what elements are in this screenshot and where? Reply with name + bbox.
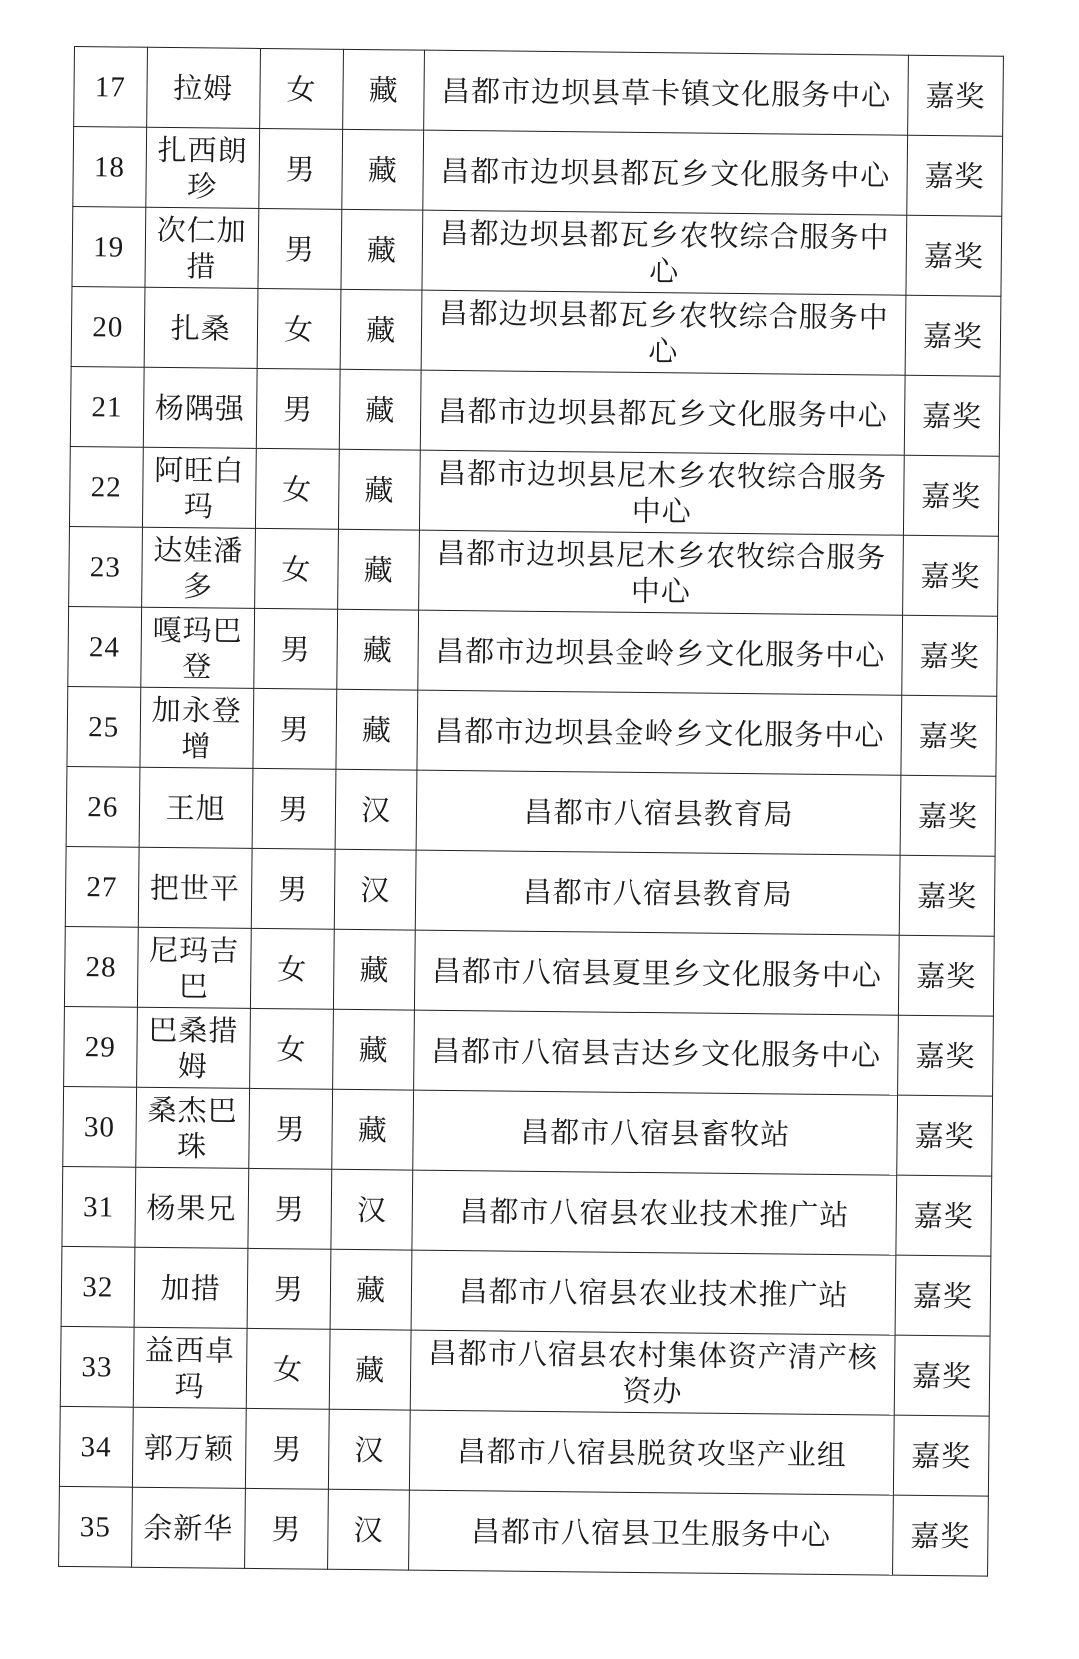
ethnicity-cell: 藏 [337,609,419,690]
ethnicity-cell: 藏 [338,529,420,610]
work-unit-cell: 昌都市边坝县都瓦乡文化服务中心 [423,130,908,215]
gender-cell: 男 [245,1408,329,1489]
table-row [74,47,1004,137]
gender-cell: 女 [249,1008,333,1089]
work-unit-cell: 昌都市八宿县农业技术推广站 [411,1250,896,1335]
row-number-cell: 28 [64,926,137,1007]
table-row [62,1166,992,1256]
award-cell: 嘉奖 [899,855,995,936]
ethnicity-cell: 藏 [342,129,424,210]
name-cell: 余新华 [131,1487,245,1568]
table-row [59,1406,989,1496]
ethnicity-cell: 藏 [329,1329,411,1410]
name-cell: 杨隅强 [143,367,257,448]
name-cell: 次仁加措 [145,207,259,288]
name-cell: 扎西朗珍 [145,127,259,208]
gender-cell: 女 [257,288,341,369]
gender-cell: 男 [256,368,340,449]
award-cell: 嘉奖 [895,1255,991,1336]
table-row [67,686,997,776]
table-row [61,1246,991,1336]
ethnicity-cell: 藏 [332,1089,414,1170]
work-unit-cell: 昌都市边坝县尼木乡农牧综合服务中心 [420,450,905,535]
name-cell: 桑杰巴珠 [135,1087,249,1168]
table-row [71,286,1001,376]
award-table-body [59,47,1004,1577]
name-cell: 尼玛吉巴 [137,927,251,1008]
row-number-cell: 25 [67,686,140,767]
award-cell: 嘉奖 [905,295,1001,376]
row-number-cell: 35 [59,1486,132,1567]
award-cell: 嘉奖 [903,455,999,536]
name-cell: 郭万颖 [132,1407,246,1488]
work-unit-cell: 昌都市八宿县教育局 [416,770,901,855]
name-cell: 达娃潘多 [141,527,255,608]
award-cell: 嘉奖 [893,1415,989,1496]
ethnicity-cell: 汉 [334,849,416,930]
work-unit-cell: 昌都市边坝县金岭乡文化服务中心 [417,690,902,775]
work-unit-cell: 昌都边坝县都瓦乡农牧综合服务中心 [422,210,907,295]
row-number-cell: 34 [59,1406,132,1487]
ethnicity-cell: 藏 [339,369,421,450]
row-number-cell: 32 [61,1246,134,1327]
ethnicity-cell: 藏 [341,209,423,290]
table-row [72,206,1002,296]
ethnicity-cell: 汉 [335,769,417,850]
award-cell: 嘉奖 [897,1095,993,1176]
gender-cell: 男 [251,848,335,929]
name-cell: 嘎玛巴登 [140,607,254,688]
row-number-cell: 18 [73,127,146,208]
row-number-cell: 29 [64,1006,137,1087]
ethnicity-cell: 汉 [328,1489,410,1570]
row-number-cell: 30 [63,1086,136,1167]
ethnicity-cell: 藏 [333,1009,415,1090]
award-cell: 嘉奖 [906,215,1002,296]
name-cell: 扎桑 [144,287,258,368]
award-cell: 嘉奖 [907,135,1003,216]
award-cell: 嘉奖 [903,535,999,616]
award-cell: 嘉奖 [896,1175,992,1256]
ethnicity-cell: 汉 [331,1169,413,1250]
award-cell: 嘉奖 [897,1015,993,1096]
gender-cell: 女 [250,928,334,1009]
row-number-cell: 21 [70,366,143,447]
ethnicity-cell: 藏 [334,929,416,1010]
name-cell: 阿旺白玛 [142,447,256,528]
name-cell: 拉姆 [146,47,260,128]
award-cell: 嘉奖 [908,55,1004,136]
gender-cell: 女 [255,448,339,529]
ethnicity-cell: 藏 [336,689,418,770]
table-row [70,366,1000,456]
name-cell: 杨果兄 [135,1167,249,1248]
table-row [59,1486,989,1576]
table-row [64,926,994,1016]
row-number-cell: 33 [60,1326,133,1407]
award-table [58,46,1004,1577]
row-number-cell: 26 [66,766,139,847]
work-unit-cell: 昌都市八宿县吉达乡文化服务中心 [414,1010,899,1095]
name-cell: 加永登增 [140,687,254,768]
row-number-cell: 31 [62,1166,135,1247]
ethnicity-cell: 汉 [328,1409,410,1490]
work-unit-cell: 昌都市边坝县尼木乡农牧综合服务中心 [419,530,904,615]
table-row [63,1086,993,1176]
gender-cell: 男 [247,1248,331,1329]
name-cell: 把世平 [138,847,252,928]
table-row [65,846,995,936]
gender-cell: 男 [259,128,343,209]
award-cell: 嘉奖 [904,375,1000,456]
work-unit-cell: 昌都市八宿县卫生服务中心 [409,1490,894,1575]
table-row [69,446,999,536]
row-number-cell: 17 [74,47,147,128]
gender-cell: 男 [253,688,337,769]
award-cell: 嘉奖 [898,935,994,1016]
award-cell: 嘉奖 [900,775,996,856]
work-unit-cell: 昌都市八宿县农村集体资产清产核资办 [410,1330,895,1415]
name-cell: 益西卓玛 [133,1327,247,1408]
row-number-cell: 24 [68,606,141,687]
name-cell: 加措 [134,1247,248,1328]
work-unit-cell: 昌都市八宿县教育局 [415,850,900,935]
award-cell: 嘉奖 [902,615,998,696]
work-unit-cell: 昌都市边坝县草卡镇文化服务中心 [424,50,909,135]
name-cell: 巴桑措姆 [136,1007,250,1088]
row-number-cell: 27 [65,846,138,927]
work-unit-cell: 昌都市边坝县金岭乡文化服务中心 [418,610,903,695]
work-unit-cell: 昌都市八宿县农业技术推广站 [412,1170,897,1255]
award-cell: 嘉奖 [901,695,997,776]
table-row [60,1326,990,1416]
work-unit-cell: 昌都市八宿县夏里乡文化服务中心 [415,930,900,1015]
gender-cell: 男 [252,768,336,849]
table-row [66,766,996,856]
work-unit-cell: 昌都市边坝县都瓦乡文化服务中心 [421,370,906,455]
row-number-cell: 19 [72,206,145,287]
gender-cell: 男 [248,1168,332,1249]
gender-cell: 男 [254,608,338,689]
table-row [69,526,999,616]
gender-cell: 女 [254,528,338,609]
gender-cell: 男 [249,1088,333,1169]
row-number-cell: 23 [69,526,142,607]
row-number-cell: 22 [69,446,142,527]
ethnicity-cell: 藏 [330,1249,412,1330]
gender-cell: 男 [244,1488,328,1569]
gender-cell: 男 [258,208,342,289]
ethnicity-cell: 藏 [343,49,425,130]
award-cell: 嘉奖 [892,1495,988,1576]
ethnicity-cell: 藏 [340,289,422,370]
award-cell: 嘉奖 [894,1335,990,1416]
ethnicity-cell: 藏 [339,449,421,530]
table-row [68,606,998,696]
row-number-cell: 20 [71,286,144,367]
gender-cell: 女 [259,48,343,129]
table-row [73,127,1003,217]
table-row [64,1006,994,1096]
work-unit-cell: 昌都边坝县都瓦乡农牧综合服务中心 [421,290,906,375]
work-unit-cell: 昌都市八宿县脱贫攻坚产业组 [410,1410,895,1495]
work-unit-cell: 昌都市八宿县畜牧站 [413,1090,898,1175]
name-cell: 王旭 [139,767,253,848]
gender-cell: 女 [246,1328,330,1409]
